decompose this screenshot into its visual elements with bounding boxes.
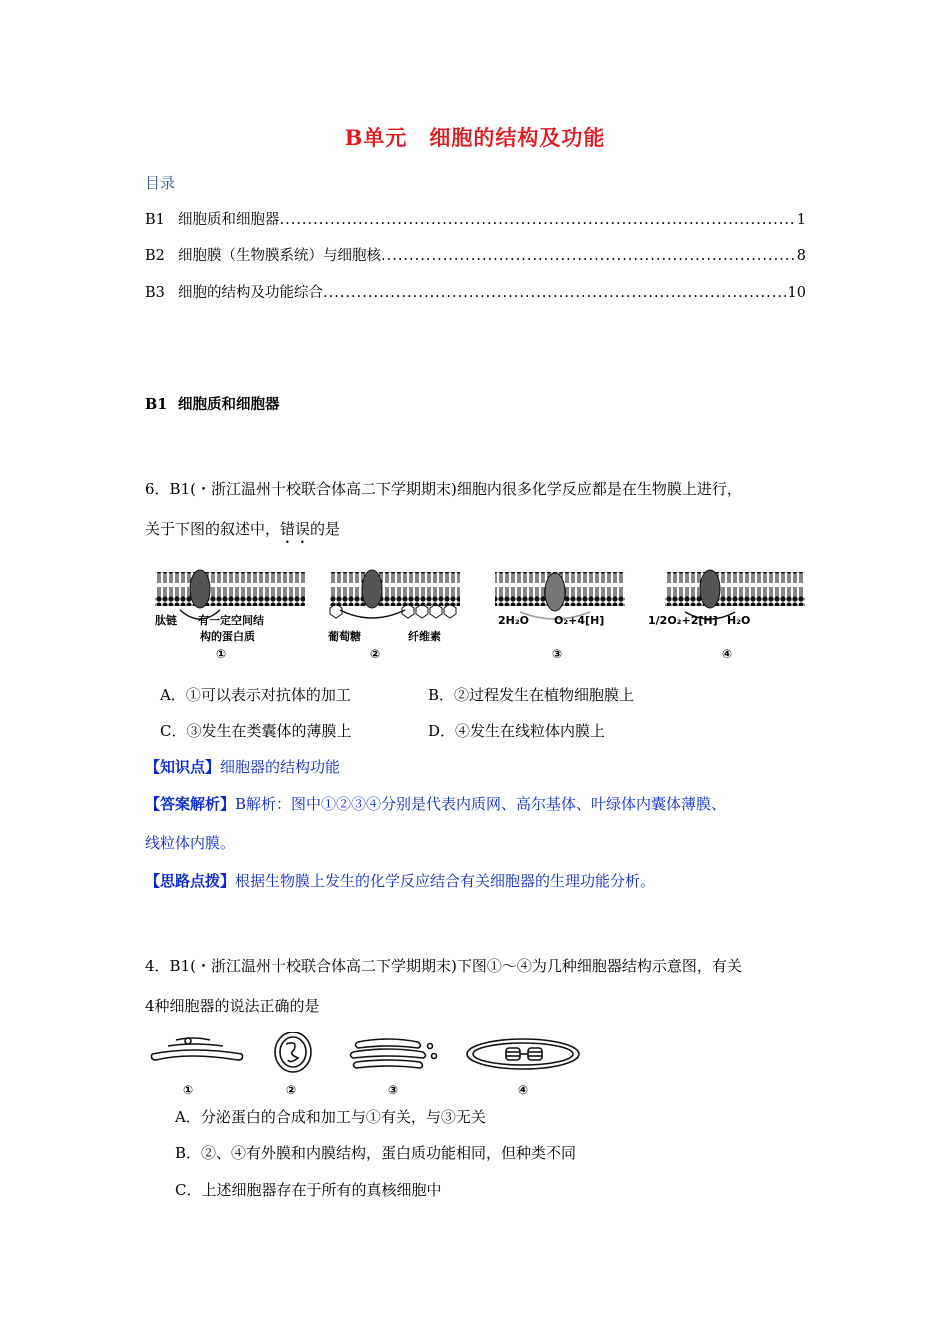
- answer-explanation: [145, 793, 726, 814]
- lipid-bilayer: [155, 572, 305, 606]
- stem-text: 关于下图的叙述中，: [145, 520, 281, 538]
- option-c[interactable]: C．上述细胞器存在于所有的真核细胞中: [175, 1181, 442, 1199]
- option-a[interactable]: A．分泌蛋白的合成和加工与①有关，与③无关: [175, 1108, 486, 1126]
- page-title: B单元 细胞的结构及功能: [344, 125, 606, 150]
- toc-page-number: 10: [787, 285, 806, 301]
- toc-page-number: 8: [796, 248, 806, 264]
- toc-entry[interactable]: [145, 208, 806, 230]
- toc-leader: [381, 248, 795, 264]
- figure-label: 构的蛋白质: [200, 630, 255, 643]
- toc-entry[interactable]: [145, 281, 806, 303]
- section-code: B1: [145, 396, 168, 413]
- figure-label: 纤维素: [408, 630, 441, 643]
- tag: 【知识点】: [145, 758, 221, 776]
- tag: 【思路点拨】: [145, 872, 236, 890]
- organelle-2: [275, 1032, 311, 1072]
- panel-number: ②: [286, 1083, 297, 1097]
- membrane-figure: [150, 568, 820, 663]
- figure-label: 肽链: [155, 614, 177, 627]
- lipid-bilayer: [665, 572, 805, 606]
- option-c[interactable]: C．③发生在类囊体的薄膜上: [160, 722, 352, 740]
- toc-code: B2: [145, 248, 165, 264]
- panel-number: ②: [370, 647, 381, 661]
- figure-label: 2H₂O: [498, 614, 530, 627]
- panel-number: ④: [518, 1083, 529, 1097]
- membrane-protein: [190, 570, 210, 608]
- toc-label: 细胞膜（生物膜系统）与细胞核: [178, 248, 381, 264]
- membrane-protein: [362, 570, 382, 608]
- option-d[interactable]: D．④发生在线粒体内膜上: [428, 722, 606, 740]
- organelle-4: [467, 1039, 579, 1069]
- knowledge-point: [145, 756, 340, 777]
- option-b[interactable]: B．②过程发生在植物细胞膜上: [428, 686, 635, 704]
- panel-number: ①: [183, 1083, 194, 1097]
- figure-label: H₂O: [727, 614, 751, 627]
- toc-label: 细胞质和细胞器: [178, 212, 280, 228]
- toc-leader: [280, 212, 795, 228]
- panel-number: ③: [552, 647, 563, 661]
- question-4-stem-line1: 4．B1(・浙江温州十校联合体高二下学期期末)下图①～④为几种细胞器结构示意图，有关: [145, 957, 742, 975]
- answer-explanation-cont: 线粒体内膜。: [145, 834, 236, 852]
- question-6-stem-line1: 6．B1(・浙江温州十校联合体高二下学期期末)细胞内很多化学反应都是在生物膜上进行，: [145, 480, 742, 498]
- figure-label: 有一定空间结: [198, 614, 264, 627]
- panel-number: ③: [388, 1083, 399, 1097]
- membrane-protein: [545, 573, 565, 611]
- organelle-3: [351, 1039, 437, 1068]
- question-4-stem-line2: 4种细胞器的说法正确的是: [145, 997, 320, 1015]
- option-a[interactable]: A．①可以表示对抗体的加工: [160, 686, 351, 704]
- panel-number: ①: [216, 647, 227, 661]
- figure-label: 1/2O₂+2[H]: [648, 614, 718, 627]
- toc-heading: 目录: [145, 174, 176, 192]
- tag: 【答案解析】: [145, 795, 236, 813]
- toc-code: B3: [145, 285, 165, 301]
- text: B解析：图中①②③④分别是代表内质网、高尔基体、叶绿体内囊体薄膜、: [235, 795, 727, 813]
- membrane-protein: [700, 570, 720, 608]
- organelle-figure: [148, 1032, 598, 1102]
- figure-label: 葡萄糖: [328, 630, 361, 643]
- option-b[interactable]: B．②、④有外膜和内膜结构，蛋白质功能相同，但种类不同: [175, 1144, 577, 1162]
- section-heading: [145, 393, 280, 414]
- toc-label: 细胞的结构及功能综合: [178, 285, 323, 301]
- figure-label: O₂+4[H]: [554, 614, 605, 627]
- toc-entry[interactable]: [145, 244, 806, 266]
- section-label: 细胞质和细胞器: [178, 396, 280, 413]
- question-6-stem-line2: [145, 518, 340, 547]
- solution-hint: [145, 870, 655, 891]
- emphasized-word: 错误: [280, 520, 311, 538]
- lipid-bilayer: [330, 572, 460, 606]
- panel-number: ④: [722, 647, 733, 661]
- organelle-1: [152, 1038, 243, 1060]
- stem-text: 的是: [310, 520, 341, 538]
- text: 根据生物膜上发生的化学反应结合有关细胞器的生理功能分析。: [235, 872, 656, 890]
- text: 细胞器的结构功能: [220, 758, 341, 776]
- toc-page-number: 1: [796, 212, 806, 228]
- toc-code: B1: [145, 212, 165, 228]
- toc-leader: [323, 285, 786, 301]
